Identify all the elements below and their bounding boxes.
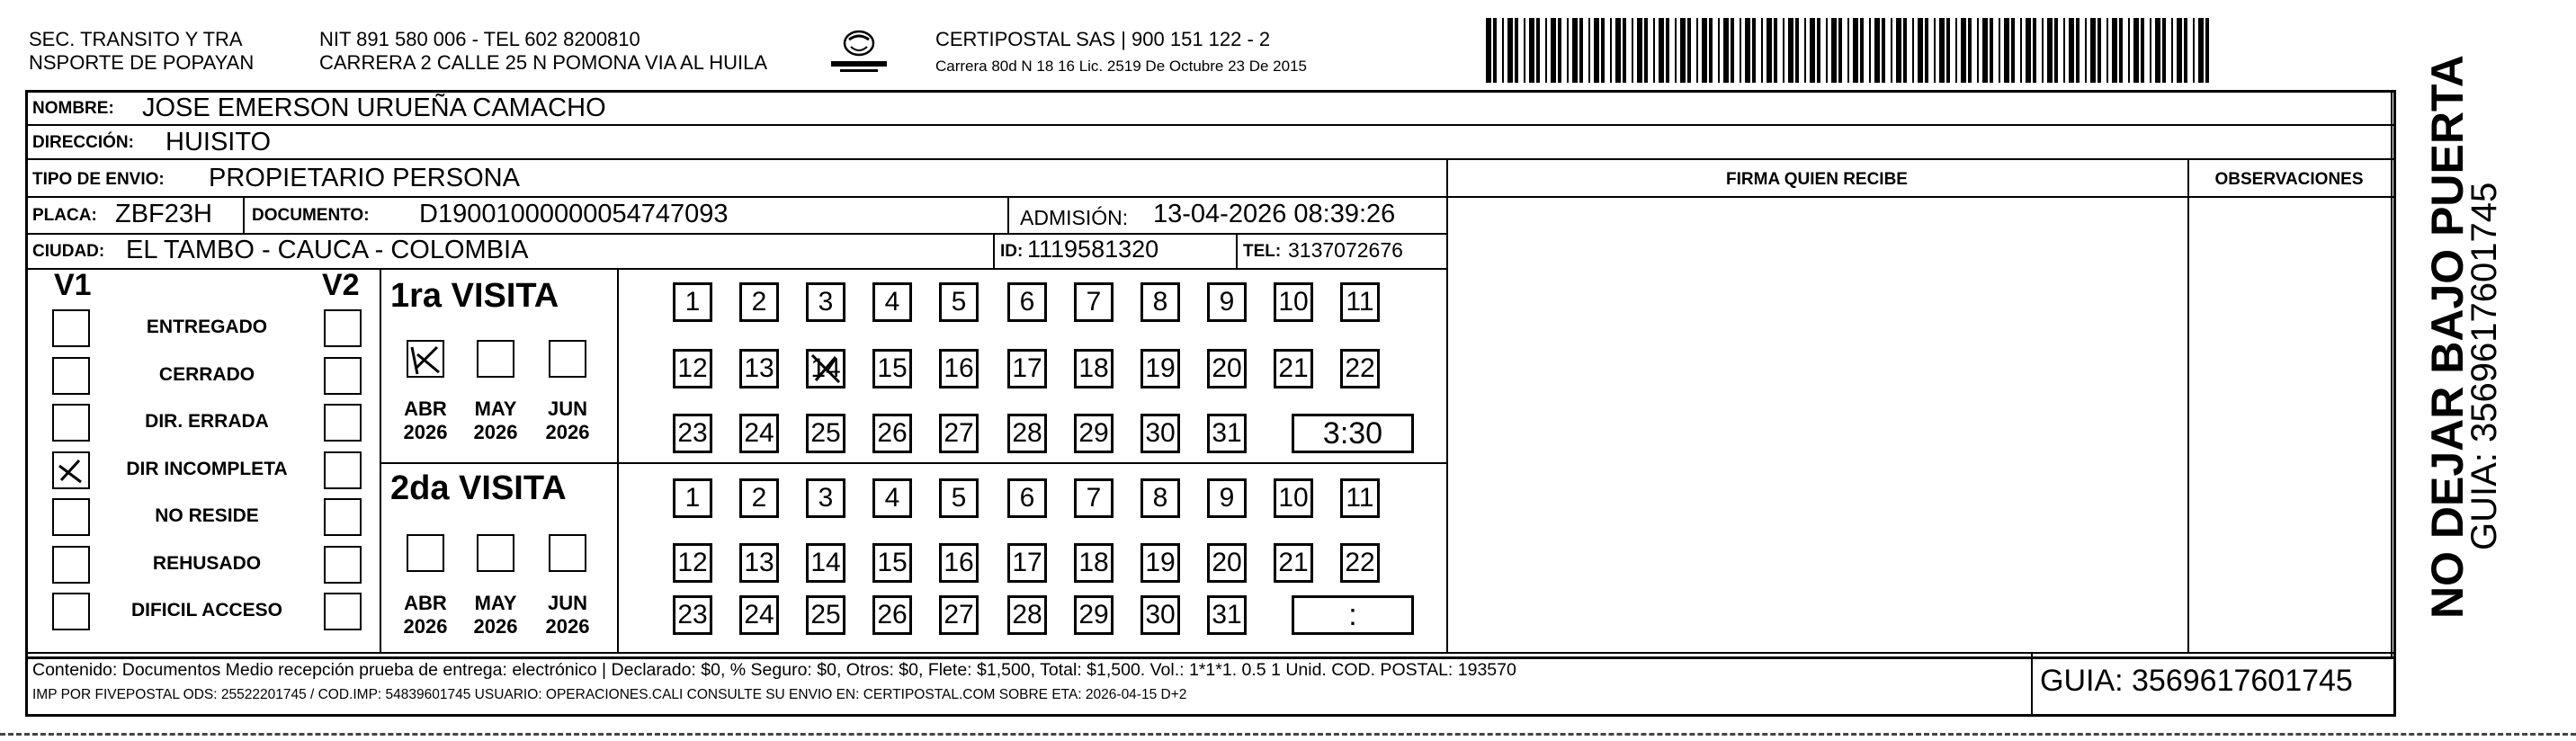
day-box[interactable]: 2 bbox=[739, 478, 779, 518]
reason-label: REHUSADO bbox=[152, 553, 262, 574]
day-box[interactable]: 31 bbox=[1207, 595, 1247, 635]
month-checkbox[interactable] bbox=[407, 534, 444, 572]
v2-checkbox[interactable] bbox=[324, 309, 362, 347]
day-box[interactable]: 1 bbox=[673, 478, 712, 518]
barcode-bar bbox=[1572, 18, 1578, 83]
barcode-bar bbox=[1874, 18, 1880, 83]
day-box[interactable]: 8 bbox=[1140, 282, 1180, 322]
day-box[interactable]: 30 bbox=[1140, 595, 1180, 635]
barcode-bar bbox=[2141, 18, 2144, 83]
reason-label: NO RESIDE bbox=[155, 505, 259, 526]
month-name: ABR bbox=[404, 592, 447, 614]
day-box[interactable]: 3 bbox=[806, 282, 845, 322]
barcode-bar bbox=[2205, 18, 2209, 83]
sender-line-1: SEC. TRANSITO Y TRA bbox=[29, 28, 243, 50]
barcode-bar bbox=[1934, 18, 1936, 83]
barcode-bar bbox=[1731, 18, 1734, 83]
barcode-bar bbox=[2090, 18, 2096, 83]
day-box[interactable]: 7 bbox=[1074, 282, 1114, 322]
barcode-bar bbox=[1659, 18, 1664, 83]
barcode-bar bbox=[1567, 18, 1569, 83]
id-value: 1119581320 bbox=[1027, 236, 1159, 263]
barcode-bar bbox=[2085, 18, 2087, 83]
day-box[interactable]: 16 bbox=[939, 349, 979, 388]
month-name: ABR bbox=[404, 397, 447, 420]
barcode-bar bbox=[1961, 18, 1966, 83]
barcode-bar bbox=[1999, 18, 2000, 83]
barcode-bar bbox=[1507, 18, 1513, 83]
barcode-bar bbox=[2106, 18, 2108, 83]
day-box[interactable]: 30 bbox=[1140, 414, 1180, 453]
day-box[interactable]: 25 bbox=[806, 414, 845, 453]
barcode bbox=[1486, 18, 2214, 83]
barcode-bar bbox=[1675, 18, 1677, 83]
barcode-bar bbox=[2184, 18, 2187, 83]
day-box[interactable]: 10 bbox=[1274, 478, 1313, 518]
day-box[interactable]: 22 bbox=[1340, 349, 1380, 388]
admision-value: 13-04-2026 08:39:26 bbox=[1153, 200, 1396, 228]
v1-label: V1 bbox=[54, 268, 92, 302]
month-name: MAY bbox=[474, 592, 517, 614]
month-label bbox=[541, 592, 595, 638]
month-name: JUN bbox=[547, 397, 587, 420]
day-box[interactable]: 24 bbox=[739, 595, 779, 635]
reason-label: ENTREGADO bbox=[146, 317, 268, 337]
v2-checkbox[interactable] bbox=[324, 593, 362, 630]
ciudad-value: EL TAMBO - CAUCA - COLOMBIA bbox=[126, 236, 529, 264]
barcode-bar bbox=[1925, 18, 1928, 83]
barcode-bar bbox=[2063, 18, 2065, 83]
barcode-bar bbox=[1826, 18, 1828, 83]
barcode-bar bbox=[1745, 18, 1750, 83]
time-box[interactable]: 3:30 bbox=[1292, 414, 1414, 453]
barcode-bar bbox=[1847, 18, 1849, 83]
second-visit-title: 2da VISITA bbox=[390, 469, 567, 507]
month-label bbox=[398, 397, 452, 444]
barcode-bar bbox=[1831, 18, 1837, 83]
day-box[interactable]: 28 bbox=[1007, 595, 1047, 635]
day-box[interactable]: 27 bbox=[939, 414, 979, 453]
day-box[interactable]: 23 bbox=[673, 595, 712, 635]
barcode-bar bbox=[2155, 18, 2160, 83]
barcode-bar bbox=[2133, 18, 2139, 83]
barcode-bar bbox=[2112, 18, 2117, 83]
barcode-bar bbox=[1486, 18, 1491, 83]
day-box[interactable]: 19 bbox=[1140, 543, 1180, 583]
month-checkbox[interactable] bbox=[549, 534, 586, 572]
v1-checkbox[interactable] bbox=[52, 404, 90, 442]
month-name: JUN bbox=[547, 592, 587, 614]
side-notice: NO DEJAR BAJO PUERTA bbox=[2422, 55, 2473, 619]
month-year: 2026 bbox=[545, 615, 590, 638]
barcode-bar bbox=[1783, 18, 1784, 83]
barcode-bar bbox=[2097, 18, 2101, 83]
admision-label: ADMISIÓN: bbox=[1020, 206, 1129, 229]
day-box[interactable]: 13 bbox=[739, 543, 779, 583]
month-label bbox=[398, 592, 452, 638]
day-mark-icon bbox=[809, 352, 843, 386]
barcode-bar bbox=[1774, 18, 1777, 83]
barcode-bar bbox=[1666, 18, 1669, 83]
v1-checkbox[interactable] bbox=[52, 357, 90, 395]
day-box[interactable]: 16 bbox=[939, 543, 979, 583]
barcode-bar bbox=[1804, 18, 1806, 83]
barcode-bar bbox=[1918, 18, 1923, 83]
direccion-label: DIRECCIÓN: bbox=[32, 133, 134, 152]
footer-frame bbox=[25, 652, 2396, 717]
day-box[interactable]: 20 bbox=[1207, 543, 1247, 583]
barcode-bar bbox=[1653, 18, 1655, 83]
barcode-bar bbox=[2042, 18, 2044, 83]
barcode-bar bbox=[1632, 18, 1633, 83]
barcode-bar bbox=[1551, 18, 1556, 83]
day-box[interactable]: 7 bbox=[1074, 478, 1114, 518]
v2-checkbox[interactable] bbox=[324, 546, 362, 584]
barcode-bar bbox=[1891, 18, 1892, 83]
barcode-bar bbox=[1968, 18, 1972, 83]
day-box[interactable]: 4 bbox=[872, 478, 912, 518]
barcode-bar bbox=[1882, 18, 1885, 83]
v1-checkbox[interactable] bbox=[52, 546, 90, 584]
month-year: 2026 bbox=[403, 421, 448, 443]
company-address: Carrera 80d N 18 16 Lic. 2519 De Octubre 23 De 2015 bbox=[935, 58, 1307, 75]
barcode-bar bbox=[1615, 18, 1621, 83]
barcode-bar bbox=[1687, 18, 1691, 83]
barcode-bar bbox=[2020, 18, 2022, 83]
day-box[interactable]: 11 bbox=[1340, 282, 1380, 322]
barcode-bar bbox=[2128, 18, 2130, 83]
footer-guia: GUIA: 3569617601745 bbox=[2040, 664, 2353, 698]
barcode-bar bbox=[1982, 18, 1988, 83]
barcode-bar bbox=[1545, 18, 1547, 83]
barcode-bar bbox=[1853, 18, 1858, 83]
v1-checkbox[interactable] bbox=[52, 451, 90, 489]
month-checkbox[interactable] bbox=[477, 340, 514, 378]
v1-checkbox[interactable] bbox=[52, 593, 90, 630]
barcode-bar bbox=[1767, 18, 1772, 83]
day-box[interactable]: 23 bbox=[673, 414, 712, 453]
day-box[interactable]: 17 bbox=[1007, 349, 1047, 388]
barcode-bar bbox=[1696, 18, 1698, 83]
barcode-bar bbox=[1515, 18, 1518, 83]
barcode-bar bbox=[1860, 18, 1864, 83]
barcode-bar bbox=[1752, 18, 1756, 83]
day-box[interactable]: 24 bbox=[739, 414, 779, 453]
check-mark-icon bbox=[54, 453, 88, 487]
day-box[interactable]: 8 bbox=[1140, 478, 1180, 518]
day-box[interactable]: 29 bbox=[1074, 414, 1114, 453]
v2-checkbox[interactable] bbox=[324, 451, 362, 489]
barcode-bar bbox=[1939, 18, 1945, 83]
v1-checkbox[interactable] bbox=[52, 498, 90, 536]
day-box[interactable]: 29 bbox=[1074, 595, 1114, 635]
direccion-value: HUISITO bbox=[165, 128, 272, 156]
barcode-bar bbox=[1977, 18, 1979, 83]
id-label: ID: bbox=[1000, 242, 1024, 261]
barcode-bar bbox=[1810, 18, 1815, 83]
barcode-bar bbox=[1817, 18, 1820, 83]
barcode-bar bbox=[1788, 18, 1793, 83]
company-line: CERTIPOSTAL SAS | 900 151 122 - 2 bbox=[935, 28, 1271, 50]
barcode-bar bbox=[2011, 18, 2015, 83]
day-box[interactable]: 15 bbox=[872, 543, 912, 583]
barcode-bar bbox=[1644, 18, 1648, 83]
cut-line bbox=[0, 733, 2576, 736]
month-name: MAY bbox=[474, 397, 517, 420]
placa-value: ZBF23H bbox=[115, 200, 212, 228]
reason-label: DIR. ERRADA bbox=[145, 411, 269, 432]
barcode-bar bbox=[2069, 18, 2074, 83]
day-box[interactable]: 5 bbox=[939, 478, 979, 518]
footer-content-line: Contenido: Documentos Medio recepción prueba de entrega: electrónico | Declarado: $0, % Seguro: $0, Otros: $0, Flete: $1,500, Total: $1,500. Vol.: 1*1*1. 0.5 1 Unid. COD. POSTAL: 193570 bbox=[32, 660, 1516, 680]
day-box[interactable]: 22 bbox=[1340, 543, 1380, 583]
nombre-value: JOSE EMERSON URUEÑA CAMACHO bbox=[142, 94, 606, 122]
day-box[interactable]: 21 bbox=[1274, 349, 1313, 388]
tel-label: TEL: bbox=[1243, 242, 1282, 261]
tipo-label: TIPO DE ENVIO: bbox=[32, 170, 165, 189]
day-box[interactable]: 14 bbox=[806, 349, 845, 388]
placa-label: PLACA: bbox=[32, 206, 97, 225]
barcode-bar bbox=[1601, 18, 1605, 83]
day-box[interactable]: 21 bbox=[1274, 543, 1313, 583]
day-box[interactable]: 26 bbox=[872, 595, 912, 635]
nombre-label: NOMBRE: bbox=[32, 99, 114, 118]
barcode-bar bbox=[1896, 18, 1901, 83]
barcode-bar bbox=[1946, 18, 1950, 83]
barcode-bar bbox=[1702, 18, 1707, 83]
first-visit-title: 1ra VISITA bbox=[390, 277, 559, 315]
barcode-bar bbox=[1579, 18, 1583, 83]
day-box[interactable]: 13 bbox=[739, 349, 779, 388]
barcode-bar bbox=[2198, 18, 2204, 83]
check-mark-icon bbox=[408, 342, 443, 376]
barcode-bar bbox=[2193, 18, 2195, 83]
v2-checkbox[interactable] bbox=[324, 404, 362, 442]
side-guia: GUIA: 3569617601745 bbox=[2464, 182, 2504, 550]
day-box[interactable]: 5 bbox=[939, 282, 979, 322]
barcode-bar bbox=[1529, 18, 1534, 83]
documento-label: DOCUMENTO: bbox=[252, 206, 370, 225]
barcode-bar bbox=[2162, 18, 2166, 83]
barcode-bar bbox=[1912, 18, 1914, 83]
day-box[interactable]: 25 bbox=[806, 595, 845, 635]
ciudad-label: CIUDAD: bbox=[32, 242, 105, 261]
time-box[interactable]: : bbox=[1292, 595, 1414, 635]
certipostal-logo bbox=[827, 25, 890, 76]
day-box[interactable]: 27 bbox=[939, 595, 979, 635]
barcode-bar bbox=[2054, 18, 2058, 83]
barcode-bar bbox=[1502, 18, 1504, 83]
month-label bbox=[541, 397, 595, 444]
day-box[interactable]: 6 bbox=[1007, 282, 1047, 322]
barcode-bar bbox=[1795, 18, 1799, 83]
nit-line: NIT 891 580 006 - TEL 602 8200810 bbox=[319, 28, 640, 50]
barcode-bar bbox=[1536, 18, 1540, 83]
month-year: 2026 bbox=[545, 421, 590, 443]
barcode-bar bbox=[2076, 18, 2080, 83]
month-label bbox=[469, 592, 523, 638]
day-box[interactable]: 3 bbox=[806, 478, 845, 518]
day-box[interactable]: 18 bbox=[1074, 543, 1114, 583]
v2-checkbox[interactable] bbox=[324, 498, 362, 536]
barcode-bar bbox=[1558, 18, 1561, 83]
barcode-bar bbox=[1955, 18, 1957, 83]
day-box[interactable]: 31 bbox=[1207, 414, 1247, 453]
barcode-bar bbox=[2150, 18, 2151, 83]
day-box[interactable]: 20 bbox=[1207, 349, 1247, 388]
observaciones-header: OBSERVACIONES bbox=[2214, 170, 2364, 189]
barcode-bar bbox=[1594, 18, 1599, 83]
day-box[interactable]: 1 bbox=[673, 282, 712, 322]
barcode-bar bbox=[1740, 18, 1741, 83]
barcode-bar bbox=[2026, 18, 2031, 83]
barcode-bar bbox=[2004, 18, 2009, 83]
month-label bbox=[469, 397, 523, 444]
day-box[interactable]: 12 bbox=[673, 349, 712, 388]
month-year: 2026 bbox=[403, 615, 448, 638]
barcode-bar bbox=[2119, 18, 2123, 83]
day-box[interactable]: 4 bbox=[872, 282, 912, 322]
barcode-bar bbox=[1588, 18, 1590, 83]
documento-value: D19001000000054747093 bbox=[419, 200, 729, 228]
footer-imp-line: IMP POR FIVEPOSTAL ODS: 25522201745 / COD.IMP: 54839601745 USUARIO: OPERACIONES.CALI CONSULTE SU ENVIO EN: CERTIPOSTAL.COM SOBRE ETA: 2026-04-15 D+2 bbox=[32, 687, 1187, 702]
day-box[interactable]: 14 bbox=[806, 543, 845, 583]
tel-value: 3137072676 bbox=[1288, 238, 1403, 262]
barcode-bar bbox=[1761, 18, 1763, 83]
month-year: 2026 bbox=[473, 421, 518, 443]
barcode-bar bbox=[2171, 18, 2173, 83]
reason-label: CERRADO bbox=[158, 364, 255, 385]
barcode-bar bbox=[2177, 18, 2182, 83]
day-box[interactable]: 9 bbox=[1207, 478, 1247, 518]
firma-header: FIRMA QUIEN RECIBE bbox=[1726, 170, 1908, 189]
day-box[interactable]: 9 bbox=[1207, 282, 1247, 322]
barcode-bar bbox=[1637, 18, 1642, 83]
month-checkbox[interactable] bbox=[477, 534, 514, 572]
barcode-bar bbox=[1718, 18, 1720, 83]
day-box[interactable]: 2 bbox=[739, 282, 779, 322]
day-box[interactable]: 12 bbox=[673, 543, 712, 583]
barcode-bar bbox=[1709, 18, 1713, 83]
barcode-bar bbox=[1990, 18, 1993, 83]
barcode-bar bbox=[1869, 18, 1871, 83]
v1-checkbox[interactable] bbox=[52, 309, 90, 347]
month-year: 2026 bbox=[473, 615, 518, 638]
barcode-bar bbox=[1610, 18, 1612, 83]
day-box[interactable]: 26 bbox=[872, 414, 912, 453]
sender-line-2: NSPORTE DE POPAYAN bbox=[29, 51, 255, 74]
reason-label: DIFICIL ACCESO bbox=[130, 600, 282, 620]
day-box[interactable]: 10 bbox=[1274, 282, 1313, 322]
barcode-bar bbox=[2047, 18, 2053, 83]
barcode-bar bbox=[1524, 18, 1525, 83]
v2-checkbox[interactable] bbox=[324, 357, 362, 395]
day-box[interactable]: 28 bbox=[1007, 414, 1047, 453]
day-box[interactable]: 18 bbox=[1074, 349, 1114, 388]
reason-label: DIR INCOMPLETA bbox=[126, 459, 288, 479]
barcode-bar bbox=[2033, 18, 2036, 83]
month-checkbox[interactable] bbox=[549, 340, 586, 378]
day-box[interactable]: 19 bbox=[1140, 349, 1180, 388]
day-box[interactable]: 15 bbox=[872, 349, 912, 388]
address-line: CARRERA 2 CALLE 25 N POMONA VIA AL HUILA bbox=[319, 51, 768, 74]
day-box[interactable]: 17 bbox=[1007, 543, 1047, 583]
day-box[interactable]: 6 bbox=[1007, 478, 1047, 518]
month-checkbox[interactable] bbox=[407, 340, 444, 378]
barcode-bar bbox=[1623, 18, 1626, 83]
barcode-bar bbox=[1723, 18, 1729, 83]
barcode-bar bbox=[1838, 18, 1842, 83]
barcode-bar bbox=[1493, 18, 1497, 83]
v2-label: V2 bbox=[322, 268, 360, 302]
tipo-value: PROPIETARIO PERSONA bbox=[209, 164, 520, 192]
barcode-bar bbox=[1903, 18, 1907, 83]
day-box[interactable]: 11 bbox=[1340, 478, 1380, 518]
barcode-bar bbox=[1680, 18, 1686, 83]
